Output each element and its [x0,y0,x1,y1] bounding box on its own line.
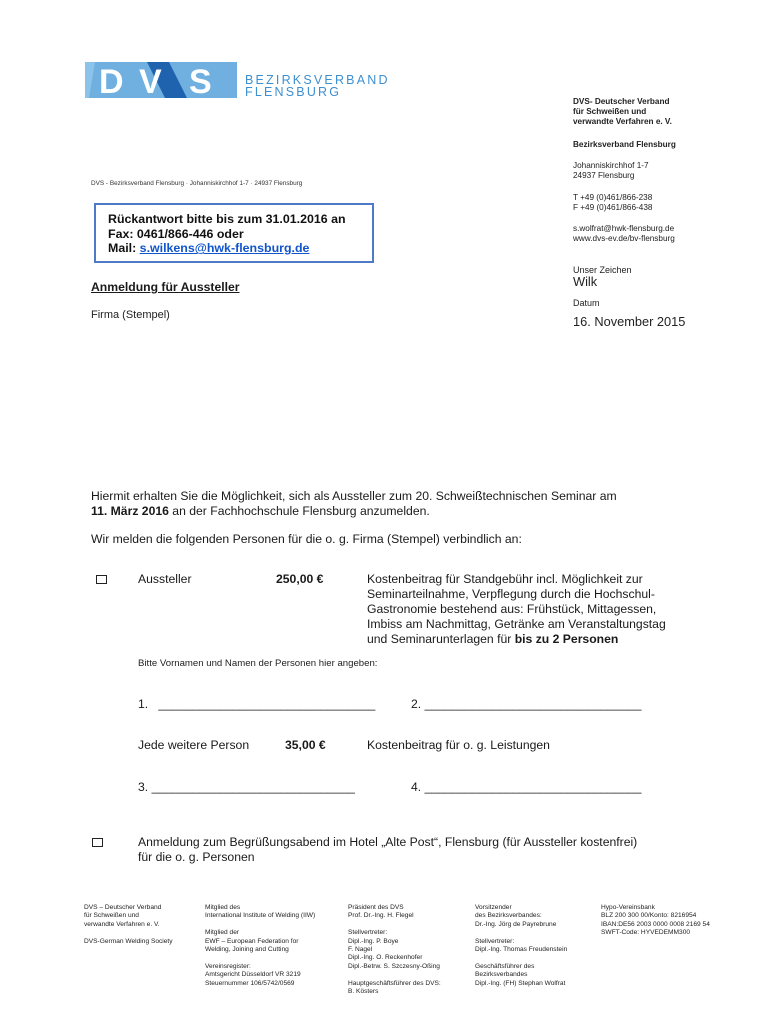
org-name-line-1: DVS- Deutscher Verband [573,97,670,106]
logo-line-1: BEZIRKSVERBAND [245,73,390,87]
logo-letter-d: D [99,63,124,101]
welcome-evening-line-1: Anmeldung zum Begrüßungsabend im Hotel „Alte Post“, Flensburg (für Aussteller kostenfrei) [138,835,638,849]
footer-c4-line: Dr.-Ing. Jörg de Payrebrune [475,920,557,928]
extra-person-description: Kostenbeitrag für o. g. Leistungen [367,738,550,752]
aussteller-checkbox[interactable] [96,575,107,584]
ref-value: Wilk [573,274,598,289]
intro-line-2 [91,504,691,519]
welcome-evening-text [138,835,637,865]
org-email: s.wolfrat@hwk-flensburg.de [573,224,675,233]
footer-c1-line: für Schweißen und [84,912,139,920]
logo-letter-s: S [189,63,212,101]
footer-c4-line: des Bezirksverbandes: [475,912,542,920]
footer-c3-line: Prof. Dr.-Ing. H. Flegel [348,912,414,920]
org-street: Johanniskirchhof 1-7 [573,161,649,170]
form-title: Anmeldung für Aussteller [91,280,240,294]
aussteller-person-limit: bis zu 2 Personen [514,632,619,646]
footer-c5-line: SWFT-Code: HYVEDEMM300 [601,929,691,937]
names-hint: Bitte Vornamen und Namen der Personen hier angeben: [138,658,378,669]
org-phone: T +49 (0)461/866-238 [573,193,653,202]
footer-col-organization [84,904,173,946]
aussteller-price: 250,00 € [276,572,324,586]
footer-c5-line: Hypo-Vereinsbank [601,904,655,911]
aussteller-description [367,572,666,647]
intro-date: 11. März 2016 [91,504,169,518]
aussteller-label: Aussteller [138,572,192,586]
name-line-4-blank: ________________________________ [424,780,642,794]
logo-line-2: FLENSBURG [245,85,342,99]
footer-c2-line: Welding, Joining and Cutting [205,946,289,954]
sender-address-line: DVS - Bezirksverband Flensburg · Johanniskirchhof 1-7 · 24937 Flensburg [91,180,303,187]
org-address [573,161,649,181]
name-line-2-number: 2. [411,697,422,711]
footer-c4-line: Dipl.-Ing. Thomas Freudenstein [475,946,568,954]
extra-person-label: Jede weitere Person [138,738,250,752]
dvs-logo [85,58,237,102]
footer-c4-line: Stellvertreter: [475,937,515,945]
welcome-evening-line-2: für die o. g. Personen [138,850,255,864]
aussteller-desc-line-1: Kostenbeitrag für Standgebühr incl. Möglichkeit zur [367,572,643,586]
intro-line-2-rest: an der Fachhochschule Flensburg anzumelden. [168,504,430,518]
org-name [573,97,672,128]
footer-c2-line: Amtsgericht Düsseldorf VR 3219 [205,971,301,979]
org-phone-fax [573,193,652,213]
footer-c2-line: International Institute of Welding (IIW) [205,912,316,920]
org-web: www.dvs-ev.de/bv-flensburg [573,234,675,244]
footer-c4-line: Bezirksverbandes [475,971,528,979]
aussteller-desc-5-pre: und Seminarunterlagen für [367,632,515,646]
footer-c2-line: Vereinsregister: [205,962,251,970]
footer-c2-line: EWF – European Federation for [205,937,299,945]
org-branch: Bezirksverband Flensburg [573,140,676,149]
reply-mail-link[interactable]: s.wilkens@hwk-flensburg.de [139,241,310,256]
footer-c3-line: Stellvertreter: [348,929,388,937]
org-contact [573,224,675,244]
footer-c3-line: B. Kösters [348,988,379,996]
footer-col-district [475,904,567,988]
intro-paragraph [91,489,691,519]
name-line-3-blank: ______________________________ [151,780,355,794]
org-city: 24937 Flensburg [573,171,635,181]
welcome-evening-checkbox[interactable] [92,838,103,847]
org-name-line-3: verwandte Verfahren e. V. [573,117,672,127]
name-line-1-number: 1. [138,697,149,711]
date-value: 16. November 2015 [573,314,686,329]
name-line-3-number: 3. [138,780,149,794]
dvs-logo-graphic [85,58,237,102]
logo-letter-v: V [139,63,162,101]
footer-c5-line: IBAN:DE56 2003 0000 0008 2169 54 [601,920,710,928]
footer-c2-line: Mitglied der [205,929,240,937]
extra-person-price: 35,00 € [285,738,326,752]
aussteller-desc-line-3: Gastronomie bestehend aus: Frühstück, Mittagessen, [367,602,657,616]
name-line-1-blank: ________________________________ [158,697,376,711]
ref-label: Unser Zeichen [573,265,632,275]
footer-c3-line: Dipl.-Ing. O. Reckenhofer [348,954,423,962]
aussteller-desc-line-5 [367,632,666,647]
firma-stamp-label: Firma (Stempel) [91,309,170,321]
footer-c1-line: DVS – Deutscher Verband [84,904,162,911]
footer-c2-line: Steuernummer 106/5742/0569 [205,979,295,987]
footer-c3-line: Dipl.-Betrw. S. Szczesny-Oßing [348,962,440,970]
footer-c1-line: verwandte Verfahren e. V. [84,920,160,928]
footer-c5-line: BLZ 200 300 00/Konto: 8216954 [601,912,697,920]
name-line-2[interactable] [411,697,641,712]
reply-deadline-box [94,203,374,263]
footer-c3-line: Hauptgeschäftsführer des DVS: [348,979,441,987]
footer-c3-line: Dipl.-Ing. P. Boye [348,937,399,945]
name-line-1[interactable] [138,697,375,712]
footer-col-board [348,904,441,996]
footer-c4-line: Geschäftsführer des [475,962,535,970]
date-label: Datum [573,298,600,308]
aussteller-desc-line-4: Imbiss am Nachmittag, Getränke am Veranstaltungstag [367,617,666,631]
footer-c4-line: Vorsitzender [475,904,512,911]
name-line-3[interactable] [138,780,355,795]
footer-c1-line: DVS-German Welding Society [84,937,173,945]
reply-line-3 [108,241,372,256]
footer-col-memberships [205,904,315,988]
footer-col-bank [601,904,710,938]
name-line-4-number: 4. [411,780,422,794]
logo-wordmark [245,74,390,98]
org-fax: F +49 (0)461/866-438 [573,203,653,213]
footer-c4-line: Dipl.-Ing. (FH) Stephan Wolfrat [475,979,566,987]
reply-line-1: Rückantwort bitte bis zum 31.01.2016 an [108,212,346,226]
footer-c3-line: F. Nagel [348,946,373,954]
footer-c3-line: Präsident des DVS [348,904,404,911]
registration-statement: Wir melden die folgenden Personen für die o. g. Firma (Stempel) verbindlich an: [91,532,522,546]
reply-line-2: Fax: 0461/866-446 oder [108,226,244,241]
name-line-2-blank: ________________________________ [424,697,642,711]
footer-c2-line: Mitglied des [205,904,241,911]
name-line-4[interactable] [411,780,641,795]
reply-mail-prefix: Mail: [108,241,140,256]
intro-line-1: Hiermit erhalten Sie die Möglichkeit, sich als Aussteller zum 20. Schweißtechnischen Seminar am [91,489,617,503]
org-name-line-2: für Schweißen und [573,107,647,117]
aussteller-desc-line-2: Seminarteilnahme, Verpflegung durch die Hochschul- [367,587,655,601]
